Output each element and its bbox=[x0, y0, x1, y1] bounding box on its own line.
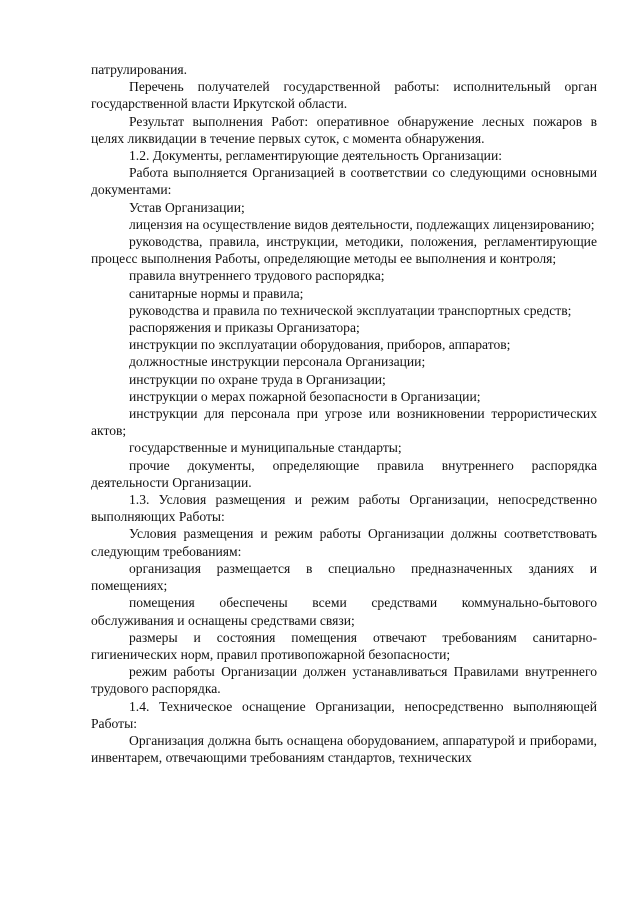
section-heading: 1.2. Документы, регламентирующие деятельность Организации: bbox=[129, 148, 502, 164]
list-item: режим работы Организации должен устанавливаться Правилами внутреннего трудового распорядка. bbox=[91, 664, 597, 697]
list-item: руководства, правила, инструкции, методики, положения, регламентирующие процесс выполнения Работы, определяющие методы ее выполнения и контроля; bbox=[91, 234, 597, 267]
list-item: должностные инструкции персонала Организации; bbox=[129, 354, 426, 370]
list-item: прочие документы, определяющие правила внутреннего распорядка деятельности Организации. bbox=[91, 457, 597, 490]
list-item: государственные и муниципальные стандарты; bbox=[129, 440, 402, 456]
list-item: руководства и правила по технической эксплуатации транспортных средств; bbox=[129, 302, 572, 318]
paragraph: Организация должна быть оснащена оборудованием, аппаратурой и приборами, инвентарем, отвечающими требованиям стандартов, технических bbox=[91, 732, 597, 766]
paragraph: Условия размещения и режим работы Организации должны соответствовать следующим требованиям: bbox=[91, 526, 597, 559]
paragraph: Перечень получателей государственной работы: исполнительный орган государственной власти Иркутской области. bbox=[91, 79, 597, 112]
list-item: инструкции для персонала при угрозе или возникновении террористических актов; bbox=[91, 406, 597, 439]
list-item: санитарные нормы и правила; bbox=[129, 285, 304, 301]
paragraph: Работа выполняется Организацией в соответствии со следующими основными документами: bbox=[91, 165, 597, 198]
section-heading: 1.4. Техническое оснащение Организации, непосредственно выполняющей Работы: bbox=[91, 698, 597, 731]
list-item: инструкции по охране труда в Организации; bbox=[129, 371, 386, 387]
section-heading: 1.3. Условия размещения и режим работы Организации, непосредственно выполняющих Работы: bbox=[91, 492, 597, 525]
list-item: Устав Организации; bbox=[129, 199, 245, 215]
paragraph: патрулирования. bbox=[91, 62, 188, 77]
list-item: помещения обеспечены всеми средствами коммунально-бытового обслуживания и оснащены средствами связи; bbox=[91, 595, 597, 628]
list-item: инструкции по эксплуатации оборудования, приборов, аппаратов; bbox=[129, 337, 511, 353]
list-item: инструкции о мерах пожарной безопасности в Организации; bbox=[129, 388, 481, 404]
paragraph: Результат выполнения Работ: оперативное обнаружение лесных пожаров в целях ликвидации в течение первых суток, с момента обнаружения. bbox=[91, 113, 597, 146]
list-item: размеры и состояния помещения отвечают требованиям санитарно-гигиенических норм, правил противопожарной безопасности; bbox=[91, 629, 597, 662]
list-item: организация размещается в специально предназначенных зданиях и помещениях; bbox=[91, 560, 597, 594]
list-item: правила внутреннего трудового распорядка; bbox=[129, 268, 385, 284]
list-item: распоряжения и приказы Организатора; bbox=[129, 320, 360, 336]
document-page bbox=[91, 61, 597, 766]
list-item: лицензия на осуществление видов деятельности, подлежащих лицензированию; bbox=[129, 216, 595, 232]
